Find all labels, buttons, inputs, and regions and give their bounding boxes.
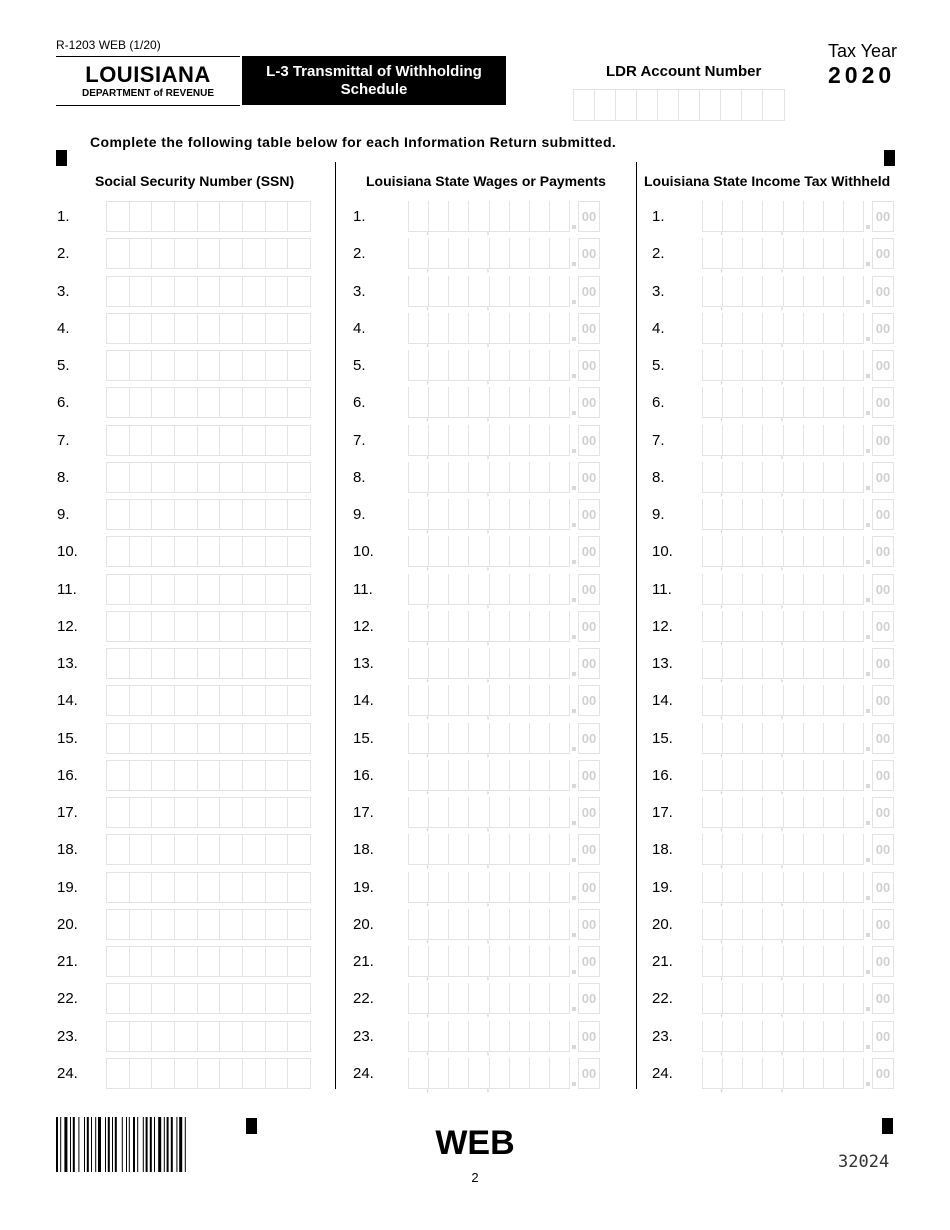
- ldr-account-number-field[interactable]: [573, 89, 785, 121]
- withheld-input[interactable]: , , 00: [702, 909, 894, 940]
- row-number: 2.: [353, 245, 366, 262]
- withheld-input[interactable]: , , 00: [702, 425, 894, 456]
- cents-placeholder: 00: [578, 611, 600, 642]
- withheld-input[interactable]: , , 00: [702, 462, 894, 493]
- row-number: 11.: [353, 581, 373, 598]
- logo-sub-text: DEPARTMENT of REVENUE: [81, 88, 215, 99]
- row-number: 19.: [57, 879, 78, 896]
- cents-placeholder: 00: [872, 350, 894, 381]
- form-title: [242, 56, 506, 105]
- row-number: 18.: [652, 841, 673, 858]
- ssn-column-header: Social Security Number (SSN): [95, 173, 295, 189]
- row-number: 7.: [652, 432, 665, 449]
- withheld-input[interactable]: , , 00: [702, 276, 894, 307]
- ssn-input[interactable]: [106, 1058, 311, 1089]
- wages-input[interactable]: , , 00: [408, 983, 600, 1014]
- withheld-input[interactable]: , , 00: [702, 499, 894, 530]
- row-number: 23.: [353, 1028, 374, 1045]
- row-number: 13.: [353, 655, 374, 672]
- wages-column-header: Louisiana State Wages or Payments: [366, 173, 606, 189]
- cents-placeholder: 00: [872, 834, 894, 865]
- ssn-input[interactable]: [106, 536, 311, 567]
- row-number: 20.: [652, 916, 673, 933]
- ssn-input[interactable]: [106, 611, 311, 642]
- ssn-input[interactable]: [106, 313, 311, 344]
- wages-input[interactable]: , , 00: [408, 276, 600, 307]
- row-number: 22.: [57, 990, 78, 1007]
- tax-year-label: Tax Year: [828, 41, 898, 61]
- cents-placeholder: 00: [872, 574, 894, 605]
- row-number: 3.: [652, 283, 665, 300]
- withheld-input[interactable]: , , 00: [702, 611, 894, 642]
- ssn-input[interactable]: [106, 872, 311, 903]
- cents-placeholder: 00: [578, 909, 600, 940]
- row-number: 17.: [652, 804, 673, 821]
- wages-input[interactable]: , , 00: [408, 685, 600, 716]
- wages-input[interactable]: , , 00: [408, 238, 600, 269]
- ssn-input[interactable]: [106, 238, 311, 269]
- cents-placeholder: 00: [578, 797, 600, 828]
- row-number: 10.: [57, 543, 78, 560]
- wages-input[interactable]: , , 00: [408, 462, 600, 493]
- withheld-input[interactable]: , , 00: [702, 201, 894, 232]
- row-number: 14.: [652, 692, 673, 709]
- cents-placeholder: 00: [872, 1058, 894, 1089]
- cents-placeholder: 00: [872, 536, 894, 567]
- withheld-input[interactable]: , , 00: [702, 648, 894, 679]
- cents-placeholder: 00: [578, 276, 600, 307]
- row-number: 15.: [652, 730, 673, 747]
- cents-placeholder: 00: [578, 574, 600, 605]
- withheld-input[interactable]: , , 00: [702, 983, 894, 1014]
- row-number: 3.: [353, 283, 366, 300]
- row-number: 4.: [353, 320, 366, 337]
- wages-input[interactable]: , , 00: [408, 425, 600, 456]
- cents-placeholder: 00: [578, 685, 600, 716]
- row-number: 17.: [353, 804, 374, 821]
- row-number: 21.: [57, 953, 78, 970]
- row-number: 18.: [353, 841, 374, 858]
- cents-placeholder: 00: [872, 648, 894, 679]
- ssn-input[interactable]: [106, 685, 311, 716]
- logo-main-text: LOUISIANA: [85, 62, 211, 87]
- row-number: 4.: [652, 320, 665, 337]
- ssn-input[interactable]: [106, 350, 311, 381]
- wages-input[interactable]: , , 00: [408, 723, 600, 754]
- registration-marker-top-right: [884, 150, 895, 166]
- row-number: 1.: [353, 208, 366, 225]
- cents-placeholder: 00: [578, 238, 600, 269]
- row-number: 2.: [57, 245, 70, 262]
- form-id: R-1203 WEB (1/20): [56, 38, 161, 52]
- row-number: 2.: [652, 245, 665, 262]
- wages-input[interactable]: , , 00: [408, 648, 600, 679]
- row-number: 10.: [353, 543, 374, 560]
- cents-placeholder: 00: [578, 946, 600, 977]
- row-number: 20.: [57, 916, 78, 933]
- cents-placeholder: 00: [872, 462, 894, 493]
- cents-placeholder: 00: [578, 536, 600, 567]
- withheld-input[interactable]: , , 00: [702, 1021, 894, 1052]
- withheld-input[interactable]: , , 00: [702, 872, 894, 903]
- registration-marker-top-left: [56, 150, 67, 166]
- cents-placeholder: 00: [578, 648, 600, 679]
- withheld-input[interactable]: , , 00: [702, 574, 894, 605]
- withheld-input[interactable]: , , 00: [702, 723, 894, 754]
- row-number: 9.: [353, 506, 366, 523]
- cents-placeholder: 00: [872, 760, 894, 791]
- wages-input[interactable]: , , 00: [408, 611, 600, 642]
- cents-placeholder: 00: [578, 1021, 600, 1052]
- row-number: 24.: [353, 1065, 374, 1082]
- cents-placeholder: 00: [872, 983, 894, 1014]
- wages-input[interactable]: , , 00: [408, 201, 600, 232]
- row-number: 23.: [57, 1028, 78, 1045]
- row-number: 8.: [353, 469, 366, 486]
- row-number: 9.: [652, 506, 665, 523]
- ssn-input[interactable]: [106, 983, 311, 1014]
- row-number: 19.: [652, 879, 673, 896]
- row-number: 15.: [353, 730, 374, 747]
- ldr-account-label: LDR Account Number: [606, 63, 762, 80]
- row-number: 19.: [353, 879, 374, 896]
- cents-placeholder: 00: [872, 499, 894, 530]
- withheld-input[interactable]: , , 00: [702, 238, 894, 269]
- ssn-input[interactable]: [106, 834, 311, 865]
- row-number: 13.: [57, 655, 78, 672]
- row-number: 21.: [652, 953, 673, 970]
- wages-input[interactable]: , , 00: [408, 350, 600, 381]
- page-number: 2: [471, 1170, 479, 1185]
- ssn-input[interactable]: [106, 760, 311, 791]
- row-number: 6.: [652, 394, 665, 411]
- row-number: 12.: [353, 618, 374, 635]
- ssn-input[interactable]: [106, 1021, 311, 1052]
- withheld-input[interactable]: , , 00: [702, 797, 894, 828]
- row-number: 21.: [353, 953, 374, 970]
- row-number: 11.: [57, 581, 77, 598]
- row-number: 8.: [57, 469, 70, 486]
- tax-year-value: 2020: [828, 62, 896, 88]
- row-number: 5.: [353, 357, 366, 374]
- cents-placeholder: 00: [872, 313, 894, 344]
- cents-placeholder: 00: [872, 276, 894, 307]
- ssn-input[interactable]: [106, 797, 311, 828]
- cents-placeholder: 00: [872, 425, 894, 456]
- withheld-input[interactable]: , , 00: [702, 1058, 894, 1089]
- wages-input[interactable]: , , 00: [408, 946, 600, 977]
- row-number: 13.: [652, 655, 673, 672]
- row-number: 14.: [57, 692, 78, 709]
- wages-input[interactable]: , , 00: [408, 1021, 600, 1052]
- cents-placeholder: 00: [578, 983, 600, 1014]
- instructions: Complete the following table below for each Information Return submitted.: [90, 134, 617, 150]
- ssn-input[interactable]: [106, 723, 311, 754]
- row-number: 6.: [353, 394, 366, 411]
- row-number: 5.: [57, 357, 70, 374]
- row-number: 12.: [652, 618, 673, 635]
- row-number: 9.: [57, 506, 70, 523]
- cents-placeholder: 00: [578, 462, 600, 493]
- cents-placeholder: 00: [872, 1021, 894, 1052]
- wages-input[interactable]: , , 00: [408, 313, 600, 344]
- wages-input[interactable]: , , 00: [408, 834, 600, 865]
- cents-placeholder: 00: [578, 350, 600, 381]
- row-number: 8.: [652, 469, 665, 486]
- cents-placeholder: 00: [872, 872, 894, 903]
- row-number: 6.: [57, 394, 70, 411]
- cents-placeholder: 00: [578, 872, 600, 903]
- row-number: 16.: [353, 767, 374, 784]
- cents-placeholder: 00: [872, 797, 894, 828]
- withheld-input[interactable]: , , 00: [702, 313, 894, 344]
- form-title-line2: Schedule: [340, 81, 408, 98]
- withheld-input[interactable]: , , 00: [702, 387, 894, 418]
- cents-placeholder: 00: [578, 723, 600, 754]
- cents-placeholder: 00: [872, 387, 894, 418]
- cents-placeholder: 00: [872, 909, 894, 940]
- row-number: 20.: [353, 916, 374, 933]
- louisiana-revenue-logo: [56, 56, 240, 106]
- cents-placeholder: 00: [872, 201, 894, 232]
- form-code: 32024: [838, 1152, 890, 1172]
- web-label: WEB: [435, 1124, 515, 1162]
- cents-placeholder: 00: [872, 685, 894, 716]
- row-number: 12.: [57, 618, 78, 635]
- cents-placeholder: 00: [578, 387, 600, 418]
- cents-placeholder: 00: [578, 499, 600, 530]
- withheld-input[interactable]: , , 00: [702, 536, 894, 567]
- cents-placeholder: 00: [578, 201, 600, 232]
- cents-placeholder: 00: [872, 946, 894, 977]
- cents-placeholder: 00: [872, 238, 894, 269]
- row-number: 18.: [57, 841, 78, 858]
- row-number: 15.: [57, 730, 78, 747]
- ssn-input[interactable]: [106, 462, 311, 493]
- row-number: 1.: [57, 208, 70, 225]
- row-number: 3.: [57, 283, 70, 300]
- cents-placeholder: 00: [872, 611, 894, 642]
- column-divider: [335, 162, 336, 1089]
- wages-input[interactable]: , , 00: [408, 760, 600, 791]
- wages-input[interactable]: , , 00: [408, 797, 600, 828]
- cents-placeholder: 00: [872, 723, 894, 754]
- ssn-input[interactable]: [106, 276, 311, 307]
- ssn-input[interactable]: [106, 574, 311, 605]
- cents-placeholder: 00: [578, 425, 600, 456]
- column-divider: [636, 162, 637, 1089]
- row-number: 24.: [652, 1065, 673, 1082]
- cents-placeholder: 00: [578, 1058, 600, 1089]
- withheld-input[interactable]: , , 00: [702, 946, 894, 977]
- row-number: 23.: [652, 1028, 673, 1045]
- row-number: 24.: [57, 1065, 78, 1082]
- wages-input[interactable]: , , 00: [408, 499, 600, 530]
- withheld-input[interactable]: , , 00: [702, 760, 894, 791]
- withheld-column-header: Louisiana State Income Tax Withheld: [644, 173, 891, 189]
- withheld-input[interactable]: , , 00: [702, 350, 894, 381]
- row-number: 11.: [652, 581, 672, 598]
- wages-input[interactable]: , , 00: [408, 574, 600, 605]
- wages-input[interactable]: , , 00: [408, 1058, 600, 1089]
- row-number: 7.: [57, 432, 70, 449]
- wages-input[interactable]: , , 00: [408, 909, 600, 940]
- wages-input[interactable]: , , 00: [408, 387, 600, 418]
- row-number: 7.: [353, 432, 366, 449]
- cents-placeholder: 00: [578, 313, 600, 344]
- row-number: 22.: [353, 990, 374, 1007]
- row-number: 5.: [652, 357, 665, 374]
- ssn-input[interactable]: [106, 425, 311, 456]
- ssn-input[interactable]: [106, 648, 311, 679]
- row-number: 10.: [652, 543, 673, 560]
- withheld-input[interactable]: , , 00: [702, 834, 894, 865]
- wages-input[interactable]: , , 00: [408, 536, 600, 567]
- form-title-line1: L-3 Transmittal of Withholding: [266, 63, 482, 80]
- row-number: 14.: [353, 692, 374, 709]
- ssn-input[interactable]: [106, 387, 311, 418]
- ssn-input[interactable]: [106, 201, 311, 232]
- ssn-input[interactable]: [106, 499, 311, 530]
- ssn-input[interactable]: [106, 909, 311, 940]
- row-number: 17.: [57, 804, 78, 821]
- cents-placeholder: 00: [578, 834, 600, 865]
- row-number: 16.: [57, 767, 78, 784]
- row-number: 1.: [652, 208, 665, 225]
- wages-input[interactable]: , , 00: [408, 872, 600, 903]
- row-number: 16.: [652, 767, 673, 784]
- withheld-input[interactable]: , , 00: [702, 685, 894, 716]
- row-number: 22.: [652, 990, 673, 1007]
- row-number: 4.: [57, 320, 70, 337]
- cents-placeholder: 00: [578, 760, 600, 791]
- ssn-input[interactable]: [106, 946, 311, 977]
